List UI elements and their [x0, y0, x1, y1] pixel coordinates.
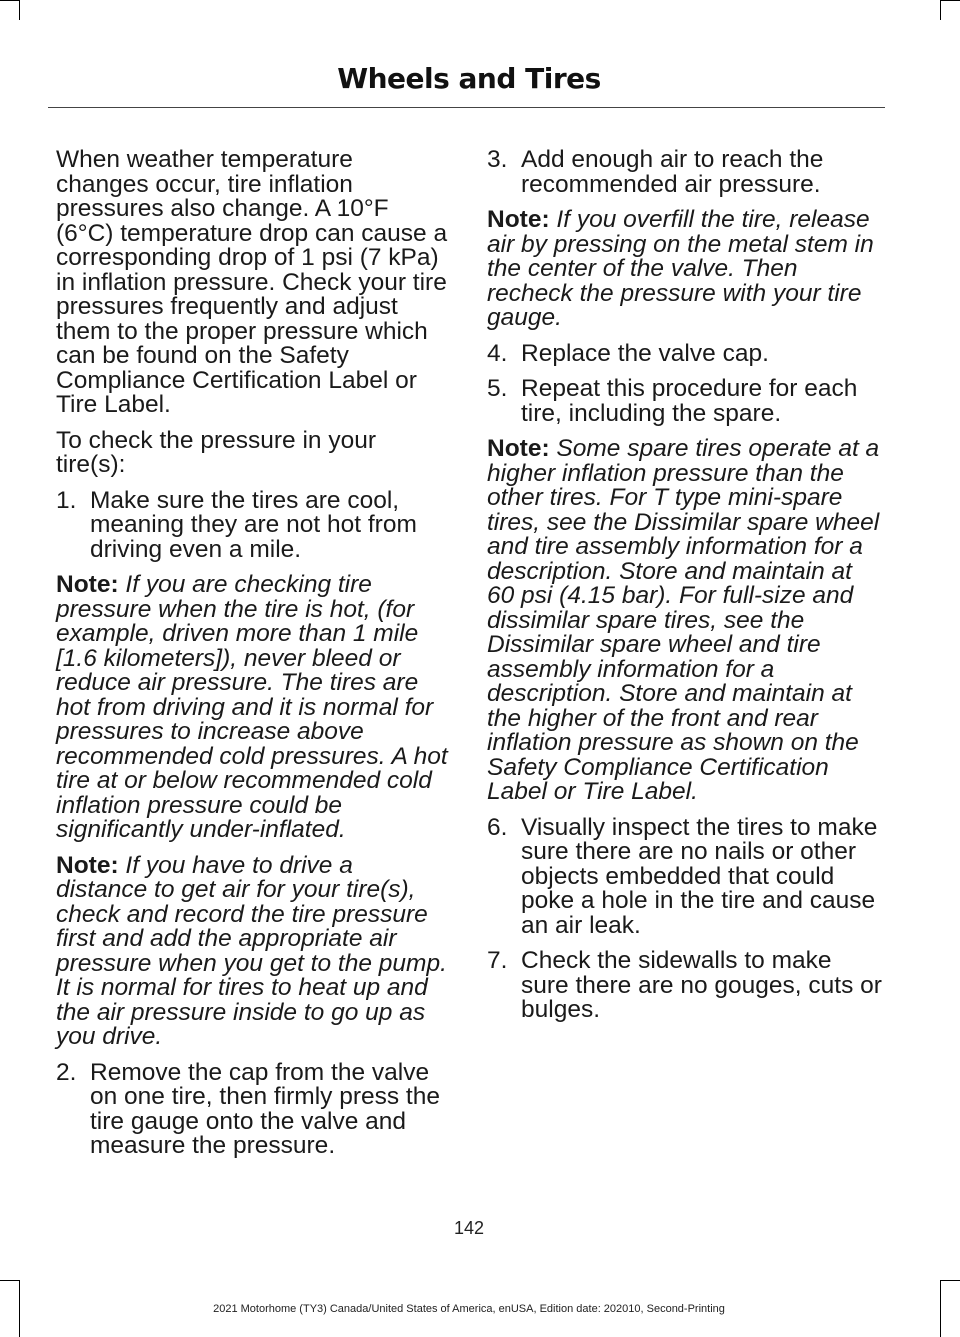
crop-mark: [940, 0, 960, 1]
footer-edition-info: 2021 Motorhome (TY3) Canada/United States of America, enUSA, Edition date: 202010, Second-Printing: [213, 1303, 725, 1315]
page-number: 142: [453, 1218, 485, 1238]
step-number: 7.: [487, 947, 508, 974]
step-text: Add enough air to reach the recommended air pressure.: [521, 146, 824, 198]
note-label: Note:: [487, 435, 550, 462]
step-4: [487, 339, 882, 367]
step-text: Make sure the tires are cool, meaning they are not hot from driving even a mile.: [90, 486, 417, 563]
page-title: Wheels and Tires: [337, 62, 601, 95]
note-label: Note:: [56, 851, 119, 879]
crop-mark: [0, 0, 20, 1]
step-number: 4.: [487, 339, 508, 367]
step-2: [56, 1058, 448, 1159]
note-spare-tires: [487, 437, 882, 805]
step-text: Visually inspect the tires to make sure there are no nails or other objects embedded that could poke a hole in the tire and cause an air leak.: [521, 813, 878, 939]
crop-mark: [19, 0, 20, 20]
note-label: Note:: [56, 571, 119, 598]
crop-mark: [940, 0, 941, 20]
step-5: [487, 377, 882, 426]
step-6: [487, 813, 882, 939]
step-text: Replace the valve cap.: [521, 339, 769, 367]
note-drive-distance: [56, 851, 448, 1050]
step-number: 6.: [487, 813, 508, 841]
intro-paragraph: When weather temperature changes occur, tire inflation pressures also change. A 10°F (6°C) temperature drop can cause a corresponding drop of 1 psi (7 kPa) in inflation pressure. Check your tire pressures frequently and adjust them to the proper pressure which can be found on the Safety Compliance Certification Label or Tire Label.: [56, 146, 448, 418]
note-label: Note:: [487, 206, 550, 233]
step-number: 1.: [56, 486, 77, 514]
left-column: [56, 148, 448, 1170]
step-number: 5.: [487, 375, 508, 402]
note-overfill: [487, 208, 882, 331]
note-text: Some spare tires operate at a higher inflation pressure than the other tires. For T type mini-spare tires, see the Dissimilar spare wheel and tire assembly information for a description. Store and maintain at 60 psi (4.15 bar). For full-size and dissimilar spare tires, see the Dissimilar spare wheel and tire assembly information for a description. Store and maintain at the higher of the front and rear inflation pressure as shown on the Safety Compliance Certification Label or Tire Label.: [487, 435, 880, 805]
step-text: Repeat this procedure for each tire, including the spare.: [521, 375, 858, 427]
crop-mark: [940, 1280, 941, 1337]
header-divider: [48, 107, 885, 108]
note-text: If you have to drive a distance to get air for your tire(s), check and record the tire pressure first and add the appropriate air pressure when you get to the pump. It is normal for tires to heat up and the air pressure inside to go up as you drive.: [56, 851, 447, 1050]
lead-in-paragraph: To check the pressure in your tire(s):: [56, 426, 377, 478]
note-text: If you are checking tire pressure when the tire is hot, (for example, driven more than 1 mile [1.6 kilometers]), never bleed or reduce air pressure. The tires are hot from driving and it is normal for pressures to increase above recommended cold pressures. A hot tire at or below recommended cold inflation pressure could be significantly under-inflated.: [56, 571, 448, 843]
crop-mark: [940, 1280, 960, 1281]
crop-mark: [0, 1280, 20, 1281]
step-text: Remove the cap from the valve on one tire, then firmly press the tire gauge onto the valve and measure the pressure.: [90, 1058, 440, 1159]
step-7: [487, 949, 882, 1023]
right-column: [487, 148, 882, 1034]
step-1: [56, 486, 448, 563]
step-3: [487, 148, 882, 197]
note-text: If you overfill the tire, release air by pressing on the metal stem in the center of the valve. Then recheck the pressure with your tire gauge.: [487, 206, 874, 331]
step-number: 3.: [487, 146, 508, 173]
note-hot-tire: [56, 573, 448, 843]
step-text: Check the sidewalls to make sure there are no gouges, cuts or bulges.: [521, 947, 882, 1023]
step-number: 2.: [56, 1058, 77, 1086]
